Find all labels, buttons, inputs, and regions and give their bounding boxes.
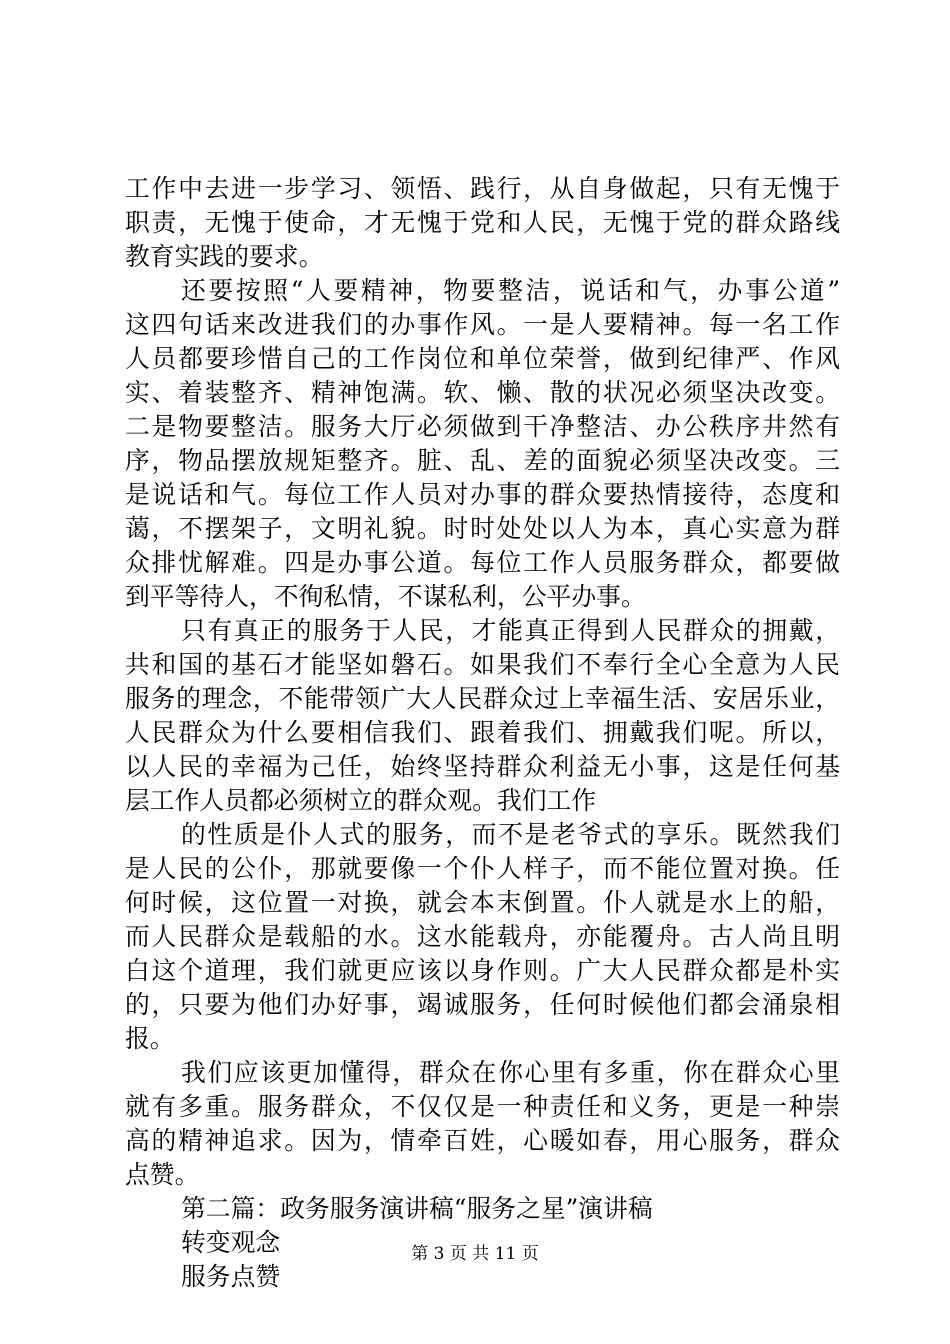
text-line: 就有多重。服务群众，不仅仅是一种责任和义务，更是一种崇 [125, 1092, 840, 1121]
text-line: 职责，无愧于使命，才无愧于党和人民，无愧于党的群众路线 [125, 208, 840, 237]
text-line: 报。 [125, 1024, 175, 1053]
text-line: 众排忧解难。四是办事公道。每位工作人员服务群众，都要做 [125, 548, 840, 577]
text-line: 第二篇：政务服务演讲稿“服务之星”演讲稿 [181, 1194, 653, 1223]
text-line: 教育实践的要求。 [125, 242, 324, 271]
text-line: 人民群众为什么要相信我们、跟着我们、拥戴我们呢。所以， [125, 718, 840, 747]
page-footer: 第 3 页 共 11 页 [411, 1244, 539, 1264]
text-line: 人员都要珍惜自己的工作岗位和单位荣誉，做到纪律严、作风 [125, 344, 840, 373]
text-line: 何时候，这位置一对换，就会本末倒置。仆人就是水上的船， [125, 888, 840, 917]
text-line: 是人民的公仆，那就要像一个仆人样子，而不能位置对换。任 [125, 854, 840, 883]
text-line: 服务的理念，不能带领广大人民群众过上幸福生活、安居乐业， [125, 684, 840, 713]
text-line: 这四句话来改进我们的办事作风。一是人要精神。每一名工作 [125, 310, 840, 339]
document-body [125, 172, 840, 1294]
text-line: 我们应该更加懂得，群众在你心里有多重，你在群众心里 [181, 1058, 840, 1087]
text-line: 只有真正的服务于人民，才能真正得到人民群众的拥戴， [181, 616, 840, 645]
text-line: 蔼，不摆架子，文明礼貌。时时处处以人为本，真心实意为群 [125, 514, 840, 543]
text-line: 实、着装整齐、精神饱满。软、懒、散的状况必须坚决改变。 [125, 378, 840, 407]
text-line: 白这个道理，我们就更应该以身作则。广大人民群众都是朴实 [125, 956, 840, 985]
text-line: 序，物品摆放规矩整齐。脏、乱、差的面貌必须坚决改变。三 [125, 446, 840, 475]
text-line: 的性质是仆人式的服务，而不是老爷式的享乐。既然我们 [181, 820, 840, 849]
text-line: 工作中去进一步学习、领悟、践行，从自身做起，只有无愧于 [125, 174, 840, 203]
text-line: 以人民的幸福为己任，始终坚持群众利益无小事，这是任何基 [125, 752, 840, 781]
text-line: 是说话和气。每位工作人员对办事的群众要热情接待，态度和 [125, 480, 840, 509]
text-line: 的，只要为他们办好事，竭诚服务，任何时候他们都会涌泉相 [125, 990, 840, 1019]
text-line: 还要按照“人要精神，物要整洁，说话和气，办事公道” [181, 276, 840, 305]
text-line: 服务点赞 [181, 1262, 281, 1291]
text-line: 高的精神追求。因为，情牵百姓，心暖如春，用心服务，群众 [125, 1126, 840, 1155]
text-line: 共和国的基石才能坚如磐石。如果我们不奉行全心全意为人民 [125, 650, 840, 679]
text-line: 层工作人员都必须树立的群众观。我们工作 [125, 786, 597, 815]
text-line: 而人民群众是载船的水。这水能载舟，亦能覆舟。古人尚且明 [125, 922, 840, 951]
text-line: 到平等待人，不徇私情，不谋私利，公平办事。 [125, 582, 646, 611]
text-line: 点赞。 [125, 1160, 200, 1189]
text-line: 转变观念 [181, 1228, 281, 1257]
text-line: 二是物要整洁。服务大厅必须做到干净整洁、办公秩序井然有 [125, 412, 840, 441]
